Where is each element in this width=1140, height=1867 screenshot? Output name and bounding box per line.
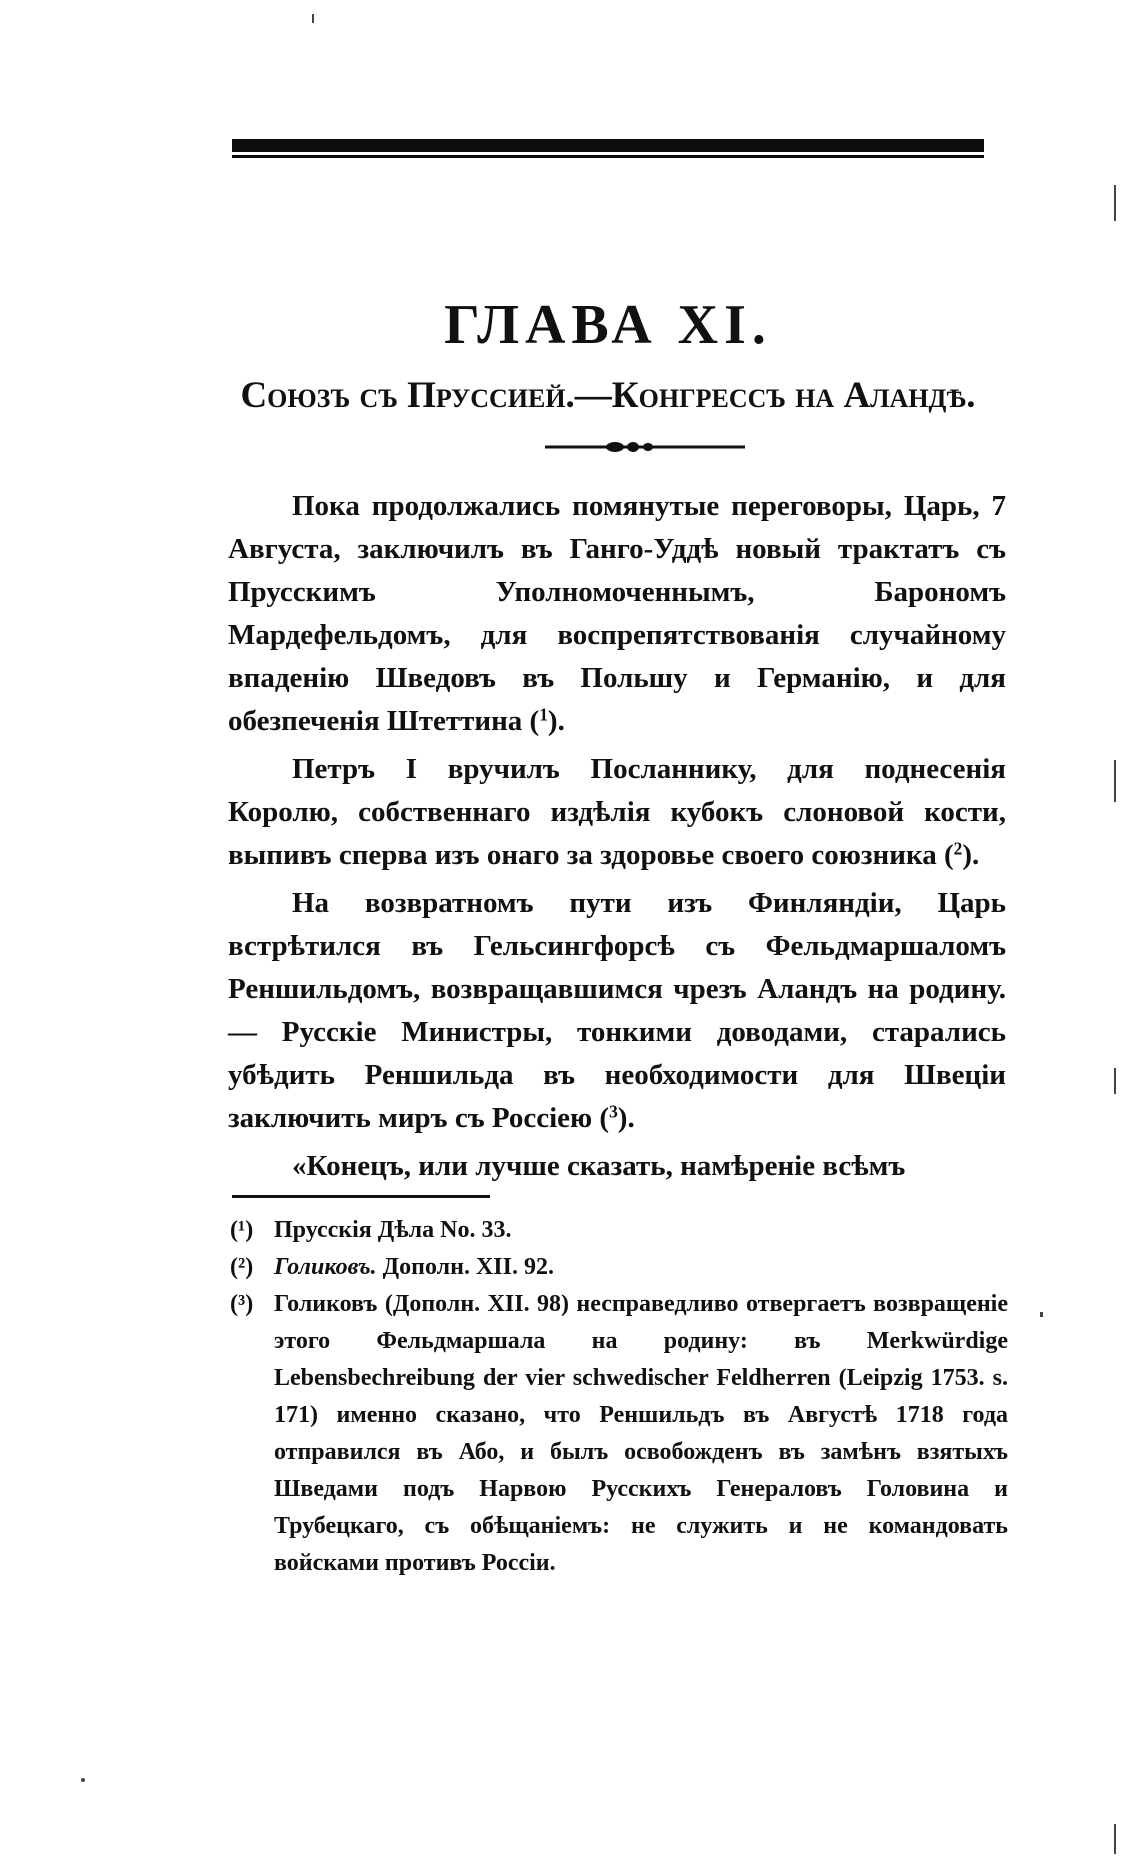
- scan-speck: [1114, 1068, 1116, 1094]
- footnote-source: Голиковъ.: [274, 1254, 377, 1280]
- header-rule-thin: [232, 155, 984, 158]
- paragraph: [228, 485, 1006, 743]
- scan-speck: [1114, 185, 1116, 221]
- footnote: [230, 1249, 1008, 1286]
- paragraph-text: «Конецъ, или лучше сказать, намѣреніе всѣмъ: [292, 1150, 906, 1182]
- footnote-separator: [232, 1195, 490, 1198]
- paragraph: [228, 1145, 1006, 1188]
- footnote-text: Голиковъ (Дополн. XII. 98) несправедливо отвергаетъ возвращеніе этого Фельдмаршала на родину: въ Merkwürdige Lebensbechreibung der vier schwedischer Feldherren (Leipzig 1753. s. 171) именно сказано, что Реншильдъ въ Августѣ 1718 года отправился въ Або, и былъ освобожденъ въ замѣнъ взятыхъ Шведами подъ Нарвою Русскихъ Генераловъ Головина и Трубецкаго, съ обѣщаніемъ: не служить и не командовать войсками противъ Россіи.: [274, 1291, 1008, 1576]
- paragraph-text: Пока продолжались помянутые переговоры, Царь, 7 Августа, заключилъ въ Ганго-Уддѣ новый трактатъ съ Прусскимъ Уполномоченнымъ, Барономъ Мардефельдомъ, для воспрепятствованія случайному впаденію Шведовъ въ Польшу и Германію, и для обезпеченія Штеттина (: [228, 490, 1006, 737]
- paragraph-tail: ).: [962, 839, 980, 871]
- footnote-ref: 3: [609, 1101, 618, 1122]
- footnote-text: Прусскія Дѣла No. 33.: [274, 1217, 512, 1243]
- footnote-mark: (³): [230, 1291, 254, 1317]
- footnote-text: Дополн. XII. 92.: [382, 1254, 554, 1280]
- scan-speck: [1114, 760, 1116, 802]
- scan-speck: [81, 1778, 85, 1782]
- footnote-body: [274, 1286, 1008, 1582]
- paragraph-tail: ).: [617, 1102, 635, 1134]
- footnotes: [230, 1212, 1008, 1582]
- header-double-rule: [232, 139, 984, 159]
- chapter-subtitle: Союзъ съ Пруссией.—Конгрессъ на Аландѣ.: [240, 375, 976, 416]
- chapter-title: ГЛАВА XI.: [444, 294, 772, 356]
- footnote-body: [274, 1249, 1008, 1286]
- scan-speck: [312, 14, 314, 23]
- ornament-divider: [545, 440, 745, 454]
- footnote-ref: 1: [539, 704, 548, 725]
- paragraph: [228, 748, 1006, 877]
- header-rule-thick: [232, 139, 984, 152]
- footnote: [230, 1286, 1008, 1582]
- scan-speck: [1114, 1824, 1116, 1854]
- body-text: [228, 485, 1006, 1188]
- paragraph-tail: ).: [547, 705, 565, 737]
- footnote: [230, 1212, 1008, 1249]
- footnote-mark: (¹): [230, 1217, 254, 1243]
- paragraph: [228, 882, 1006, 1140]
- paragraph-text: На возвратномъ пути изъ Финляндіи, Царь встрѣтился въ Гельсингфорсѣ съ Фельдмаршаломъ Реншильдомъ, возвращавшимся чрезъ Аландъ на родину. — Русскіе Министры, тонкими доводами, старались убѣдить Реншильда въ необходимости для Швеціи заключить миръ съ Россіею (: [228, 887, 1006, 1134]
- footnote-body: [274, 1212, 1008, 1249]
- scan-speck: [1040, 1312, 1043, 1317]
- paragraph-text: Петръ I вручилъ Посланнику, для поднесенія Королю, собственнаго издѣлія кубокъ слоновой кости, выпивъ сперва изъ онаго за здоровье своего союзника (: [228, 753, 1006, 871]
- footnote-ref: 2: [953, 838, 963, 859]
- footnote-mark: (²): [230, 1254, 254, 1280]
